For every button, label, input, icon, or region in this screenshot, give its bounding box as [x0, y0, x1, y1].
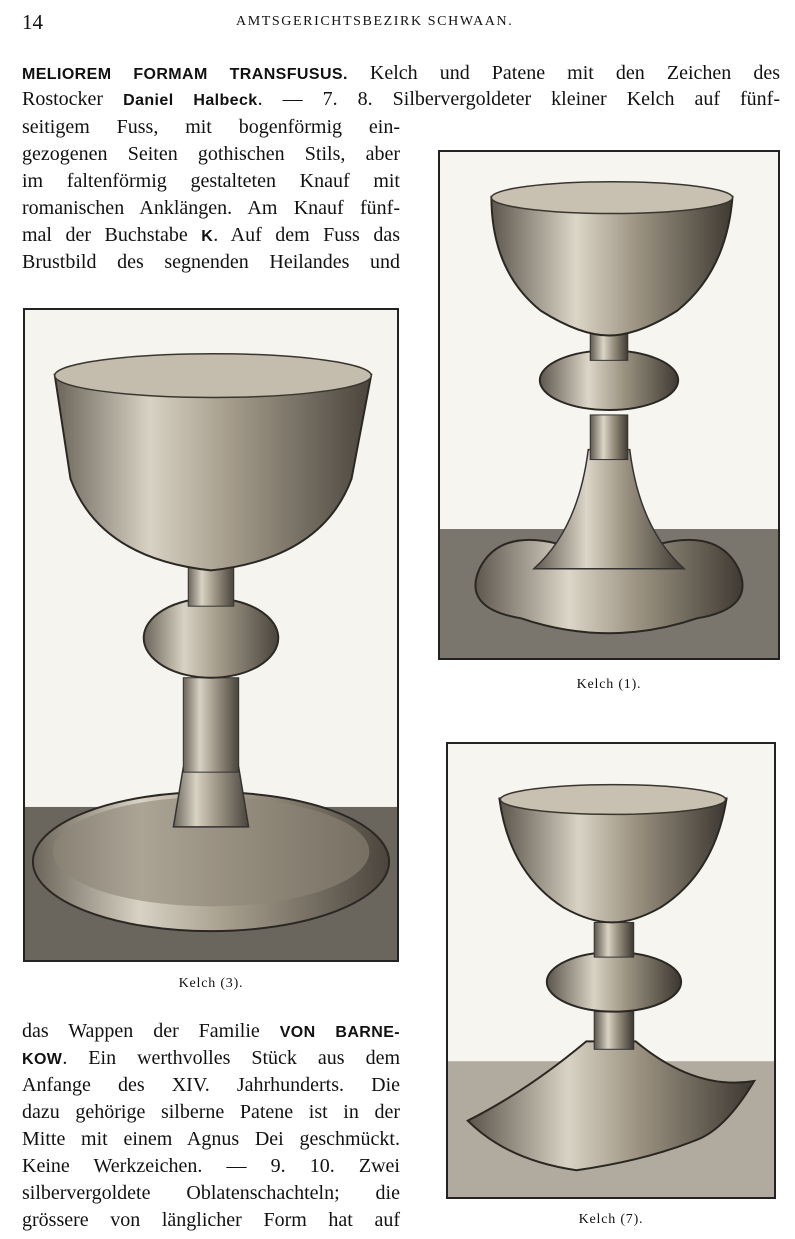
text-line [22, 195, 400, 222]
text-segment: Brustbild des segnenden Heilandes und [22, 251, 400, 273]
caption-kelch-3: Kelch (3). [178, 976, 244, 991]
name-highlight: VON BARNE- [279, 1024, 400, 1041]
text-line [22, 168, 400, 195]
text-segment: dazu gehörige silberne Patene ist in der [22, 1101, 400, 1123]
text-line [22, 1126, 400, 1153]
chalice-photo-1 [438, 150, 780, 660]
text-segment: . Auf dem Fuss das [213, 224, 400, 246]
text-line [22, 1072, 400, 1099]
name-highlight: KOW [22, 1051, 63, 1068]
chalice-7-illustration [448, 744, 774, 1197]
text-segment: romanischen Anklängen. Am Knauf fünf- [22, 197, 400, 219]
running-title: AMTSGERICHTSBEZIRK SCHWAAN. [236, 14, 514, 29]
text-line [22, 141, 400, 168]
text-line [22, 1018, 400, 1046]
chalice-3-illustration [25, 310, 397, 960]
text-segment: Kelch und Patene mit den Zeichen des [347, 62, 780, 84]
text-line [22, 222, 400, 250]
name-highlight: K [201, 228, 214, 245]
text-line [22, 1153, 400, 1180]
text-line [22, 114, 400, 141]
caption-kelch-7: Kelch (7). [578, 1212, 644, 1227]
text-segment: Keine Werkzeichen. — 9. 10. Zwei [22, 1155, 400, 1177]
text-segment: im faltenförmig gestalteten Knauf mit [22, 170, 400, 192]
text-line [22, 1207, 400, 1234]
chalice-1-illustration [440, 152, 778, 658]
text-line [22, 1099, 400, 1126]
chalice-photo-7 [446, 742, 776, 1199]
page-header [0, 6, 795, 32]
name-highlight: MELIOREM FORMAM TRANSFUSUS. [22, 66, 348, 83]
text-segment: mal der Buchstabe [22, 224, 202, 246]
text-segment: grössere von länglicher Form hat auf [22, 1209, 400, 1231]
name-highlight: Daniel Halbeck [123, 92, 258, 109]
text-segment: . Ein werthvolles Stück aus dem [62, 1047, 400, 1069]
text-segment: Rostocker [22, 88, 124, 110]
text-line [22, 60, 780, 88]
text-line [22, 1045, 400, 1073]
text-segment: Mitte mit einem Agnus Dei geschmückt. [22, 1128, 400, 1150]
text-segment: das Wappen der Familie [22, 1020, 280, 1042]
text-segment: seitigem Fuss, mit bogenförmig ein- [22, 116, 400, 138]
caption-kelch-1: Kelch (1). [576, 677, 642, 692]
text-segment: gezogenen Seiten gothischen Stils, aber [22, 143, 400, 165]
text-line [22, 86, 780, 114]
text-line [22, 249, 400, 276]
text-segment: . — 7. 8. Silbervergoldeter kleiner Kelch auf fünf- [257, 88, 781, 110]
text-line [22, 1180, 400, 1207]
chalice-photo-3 [23, 308, 399, 962]
page-number: 14 [22, 10, 43, 34]
text-segment: Anfange des XIV. Jahrhunderts. Die [22, 1074, 400, 1096]
text-segment: silbervergoldete Oblatenschachteln; die [22, 1182, 400, 1204]
